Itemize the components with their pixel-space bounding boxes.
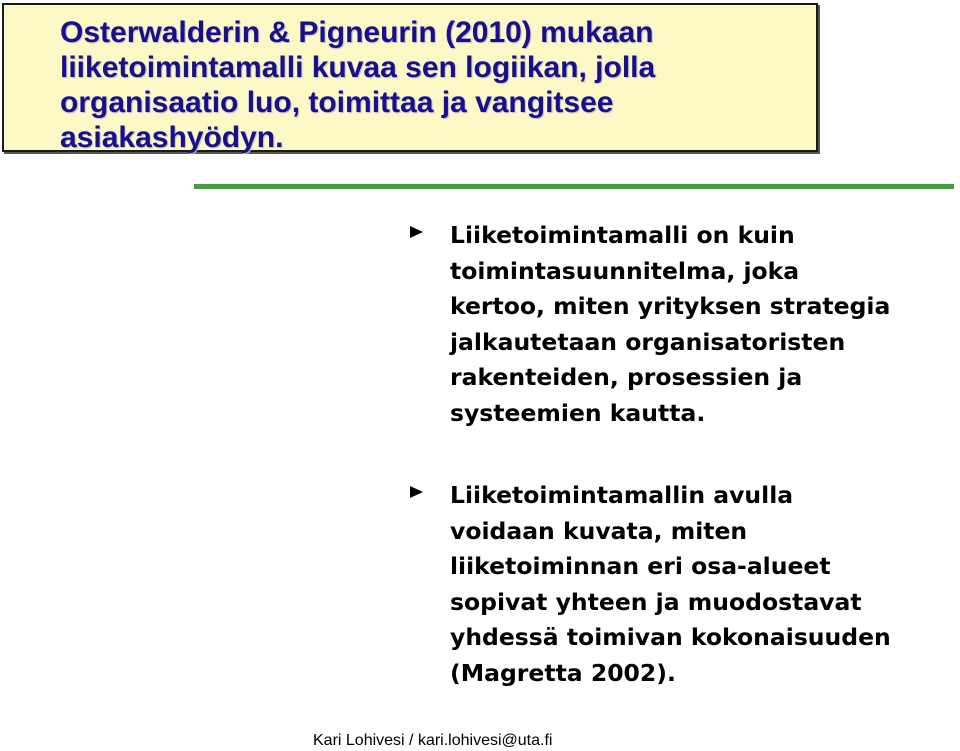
triangle-bullet-icon [410, 226, 423, 238]
bullet-text: Liiketoimintamallin avulla voidaan kuvata, miten liiketoiminnan eri osa-alueet sopivat yhteen ja muodostavat yhdessä toimivan kokonaisuuden (Magretta 2002). [450, 481, 891, 687]
bullet-item [400, 478, 955, 691]
title-box [2, 3, 818, 152]
footer-author: Kari Lohivesi / kari.lohivesi@uta.fi [313, 732, 553, 749]
green-divider-line [194, 184, 954, 189]
bullet-item [400, 218, 955, 431]
triangle-bullet-icon [410, 486, 423, 498]
slide-title: Osterwalderin & Pigneurin (2010) mukaan liiketoimintamalli kuvaa sen logiikan, jolla organisaatio luo, toimittaa ja vangitsee asiakashyödyn. [60, 16, 656, 154]
bullet-text: Liiketoimintamalli on kuin toimintasuunnitelma, joka kertoo, miten yrityksen strategia jalkautetaan organisatoristen rakenteiden, prosessien ja systeemien kautta. [450, 221, 891, 427]
